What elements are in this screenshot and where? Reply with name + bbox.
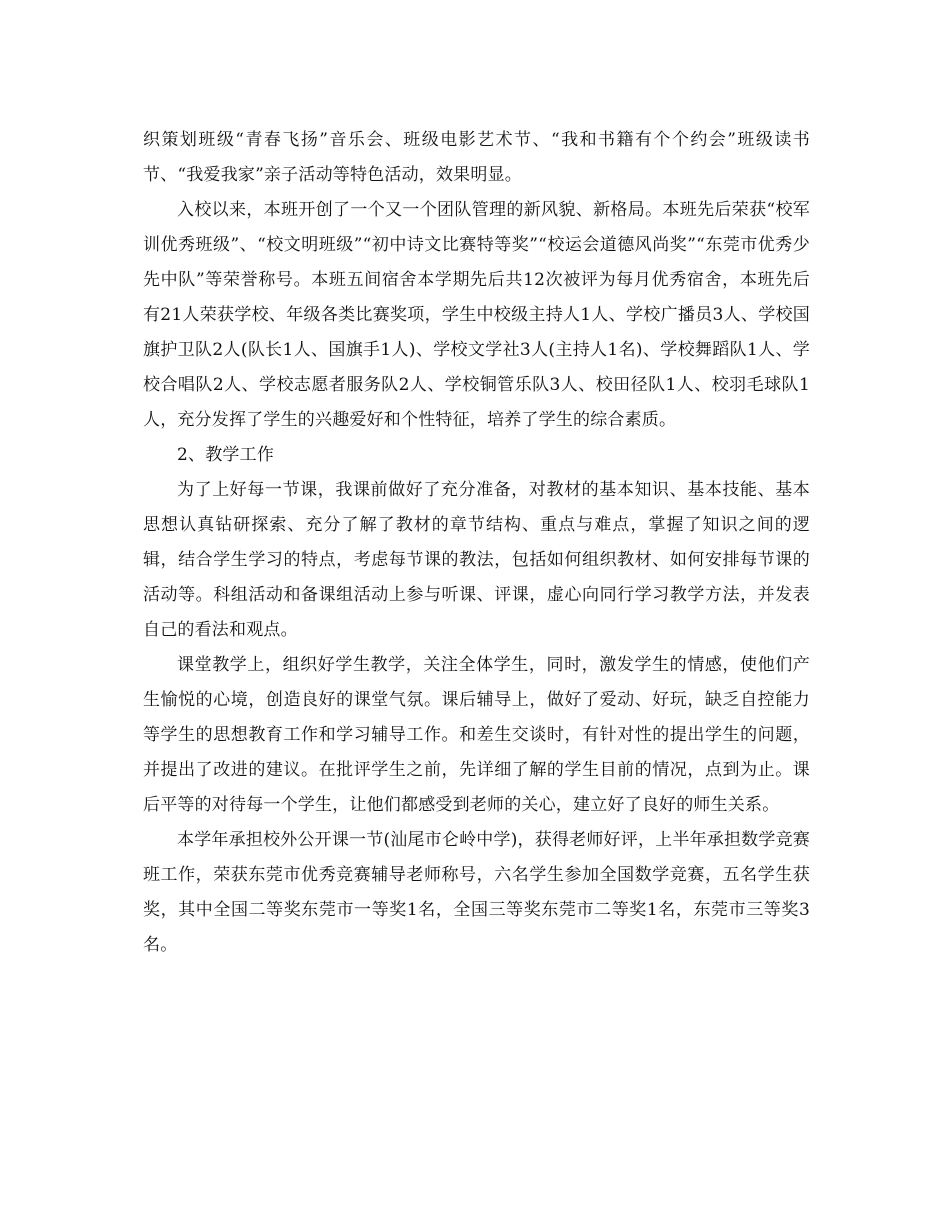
paragraph-classroom-teaching: 课堂教学上，组织好学生教学，关注全体学生，同时，激发学生的情感，使他们产生愉悦的心境，创造良好的课堂气氛。课后辅导上，做好了爱动、好玩，缺乏自控能力等学生的思想教育工作和学习辅导工作。和差生交谈时，有针对性的提出学生的问题，并提出了改进的建议。在批评学生之前，先详细了解的学生目前的情况，点到为止。课后平等的对待每一个学生，让他们都感受到老师的关心，建立好了良好的师生关系。 [143, 655, 810, 815]
paragraph-class-honors: 入校以来，本班开创了一个又一个团队管理的新风貌、新格局。本班先后荣获“校军训优秀班级”、“校文明班级”“初中诗文比赛特等奖”“校运会道德风尚奖”“东莞市优秀少先中队”等荣誉称号。本班五间宿舍本学期先后共12次被评为每月优秀宿舍，本班先后有21人荣获学校、年级各类比赛奖项，学生中校级主持人1人、学校广播员3人、学校国旗护卫队2人(队长1人、国旗手1人)、学校文学社3人(主持人1名)、学校舞蹈队1人、学校合唱队2人、学校志愿者服务队2人、学校铜管乐队3人、校田径队1人、校羽毛球队1人，充分发挥了学生的兴趣爱好和个性特征，培养了学生的综合素质。 [143, 200, 810, 430]
document-page [143, 123, 810, 963]
paragraph-lesson-preparation: 为了上好每一节课，我课前做好了充分准备，对教材的基本知识、基本技能、基本思想认真钻研探索、充分了解了教材的章节结构、重点与难点，掌握了知识之间的逻辑，结合学生学习的特点，考虑每节课的教法，包括如何组织教材、如何安排每节课的活动等。科组活动和备课组活动上参与听课、评课，虚心向同行学习教学方法，并发表自己的看法和观点。 [143, 480, 810, 640]
section-heading-teaching-work: 2、教学工作 [177, 445, 275, 465]
paragraph-open-class-competition: 本学年承担校外公开课一节(汕尾市仑岭中学)，获得老师好评，上半年承担数学竞赛班工作，荣获东莞市优秀竞赛辅导老师称号，六名学生参加全国数学竞赛，五名学生获奖，其中全国二等奖东莞市一等奖1名，全国三等奖东莞市二等奖1名，东莞市三等奖3名。 [143, 830, 810, 955]
paragraph-continued-activities: 织策划班级“青春飞扬”音乐会、班级电影艺术节、“我和书籍有个个约会”班级读书节、“我爱我家”亲子活动等特色活动，效果明显。 [143, 130, 810, 185]
